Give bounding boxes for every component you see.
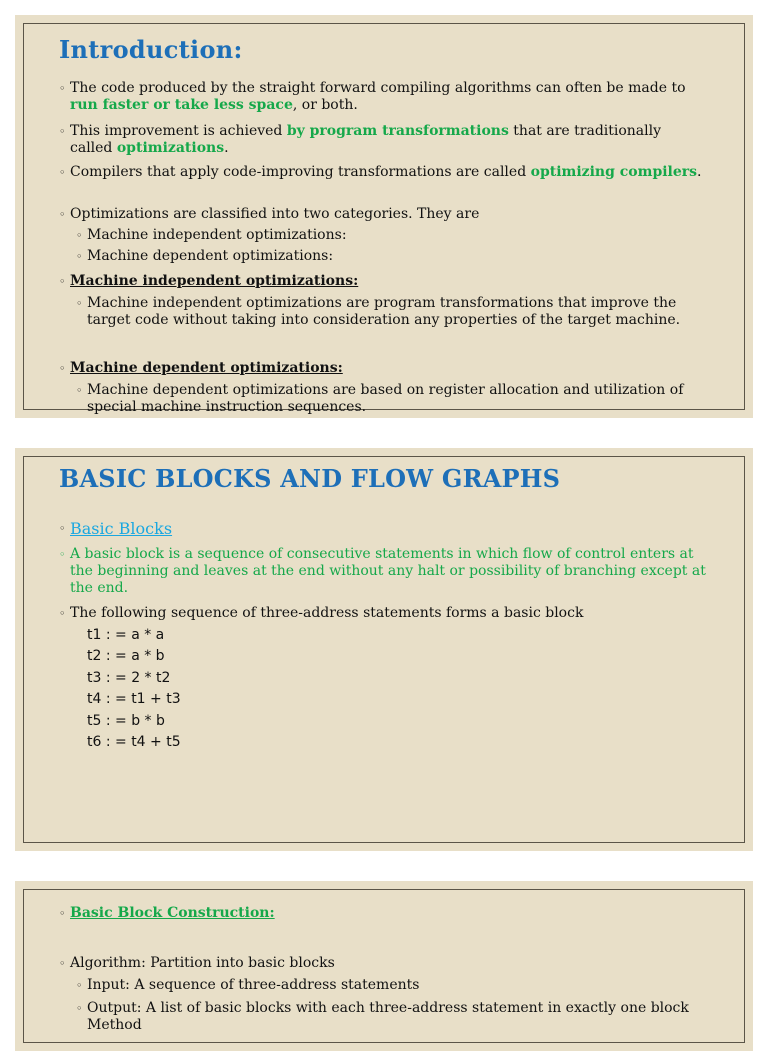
slide-title: BASIC BLOCKS AND FLOW GRAPHS <box>59 464 561 493</box>
code-line: t3 : = 2 * t2 <box>87 670 171 686</box>
code-line: t6 : = t4 + t5 <box>87 734 181 750</box>
slide-basic-blocks <box>15 448 753 851</box>
bullet-text: . <box>697 164 702 180</box>
definition-bullet: ◦ A basic block is a sequence of consecutive statements in which flow of control enters at the beginning and leaves at the end without any halt or possibility of branching except at the end. <box>59 546 707 597</box>
bullet-text: The code produced by the straight forward compiling algorithms can often be made to <box>70 80 686 96</box>
basic-blocks-link[interactable]: Basic Blocks <box>70 519 173 538</box>
slide-title: Introduction: <box>59 35 243 64</box>
bullet-1 <box>59 80 707 114</box>
highlight-text: optimizations <box>116 140 225 156</box>
sub-bullet: ◦ Input: A sequence of three-address statements <box>76 977 707 994</box>
bullet-4: ◦ Optimizations are classified into two categories. They are <box>59 206 707 223</box>
highlight-text: by program transformations <box>286 123 509 139</box>
bullet-link <box>59 520 707 539</box>
bullet-text: , or both. <box>292 97 358 113</box>
sub-bullet: ◦ Machine independent optimizations: <box>76 227 707 244</box>
section-heading: Basic Block Construction: <box>70 905 275 921</box>
bullet-2 <box>59 123 707 157</box>
bullet-text: This improvement is achieved <box>70 123 287 139</box>
sub-bullet: ◦ Output: A list of basic blocks with each three-address statement in exactly one block Method <box>76 1000 707 1034</box>
code-line: t4 : = t1 + t3 <box>87 691 181 707</box>
code-line: t2 : = a * b <box>87 648 165 664</box>
bullet-text: Compilers that apply code-improving transformations are called <box>70 164 531 180</box>
bullet-5 <box>59 273 707 290</box>
bullet-3 <box>59 164 707 181</box>
intro-bullet: ◦ The following sequence of three-address statements forms a basic block <box>59 605 707 622</box>
sub-bullet: ◦ Machine dependent optimizations are based on register allocation and utilization of special machine instruction sequences. <box>76 382 707 416</box>
code-line: t5 : = b * b <box>87 713 165 729</box>
slide-block-construction <box>15 881 753 1051</box>
algorithm-bullet: ◦ Algorithm: Partition into basic blocks <box>59 955 707 972</box>
sub-bullet: ◦ Machine dependent optimizations: <box>76 248 707 265</box>
slide-introduction <box>15 15 753 418</box>
bullet-text: . <box>224 140 229 156</box>
section-heading: Machine dependent optimizations: <box>70 360 343 376</box>
code-line: t1 : = a * a <box>87 627 165 643</box>
sub-bullet: ◦ Machine independent optimizations are program transformations that improve the target code without taking into consideration any properties of the target machine. <box>76 295 707 329</box>
highlight-text: run faster or take less space <box>70 97 293 113</box>
heading-bullet <box>59 905 707 922</box>
bullet-text: that are traditionally called <box>70 123 662 156</box>
bullet-6 <box>59 360 707 377</box>
section-heading: Machine independent optimizations: <box>70 273 359 289</box>
highlight-text: optimizing compilers <box>530 164 698 180</box>
